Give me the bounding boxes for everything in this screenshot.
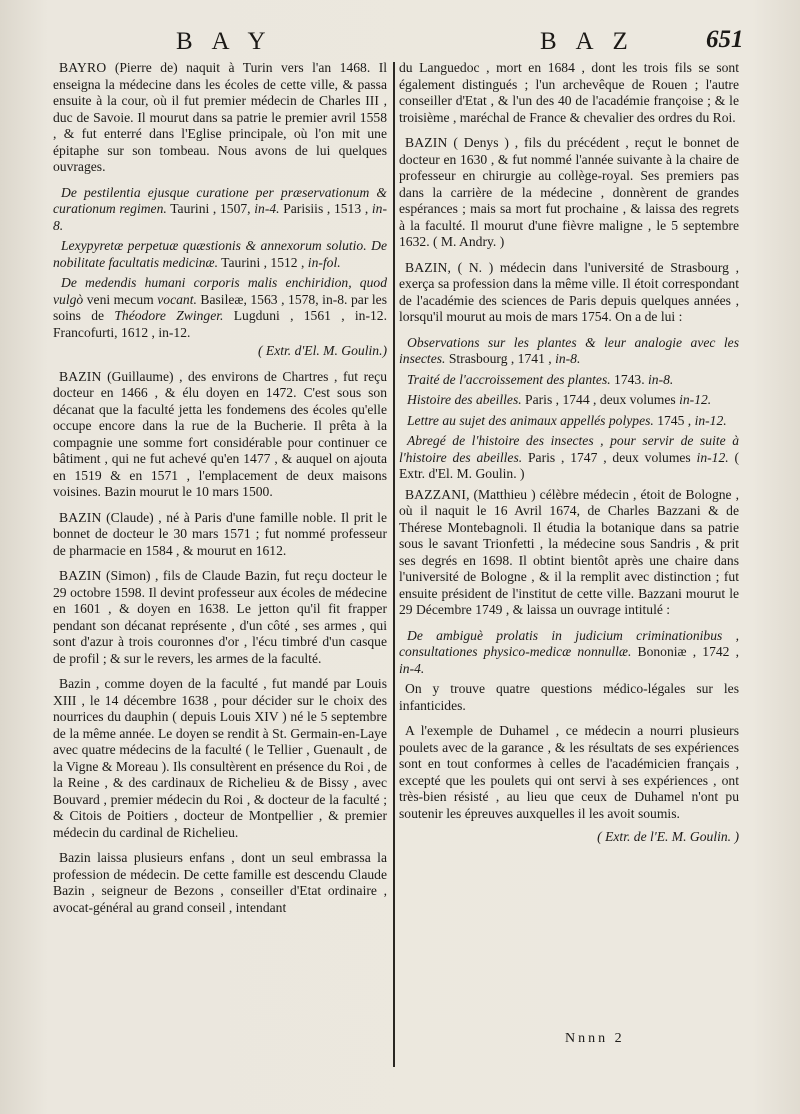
paragraph [399,723,739,822]
work-imprint: Paris , 1744 , deux volumes [521,392,680,407]
entry-text: (Pierre de) naquit à Turin vers l'an 1468. Il enseigna la médecine dans les écoles de cette ville, & passa ensuite à la cour, où il fut premier médecin de Charles III , duc de Savoie. Il mourut dans sa patrie le premier avril 1558 , & fut enterré dans l'Eglise principale, où l'on mit une épitaphe sur son tombeau. Nous avons de lui quelques ouvrages. [53,60,387,174]
work-format: in-8. [648,371,674,387]
running-head-left: B A Y [176,28,273,55]
source-credit [53,343,387,360]
right-column [399,60,739,855]
work-format: in-8. [555,351,581,366]
entry-bazin-n [399,260,739,326]
work-title: Traité de l'accroissement des plantes. [407,371,611,387]
entry-text: (Claude) , né à Paris d'une famille noble. Il prit le bonnet de docteur le 30 mars 1571 ; fut nommé professeur de pharmacie en 1584 , & mourut en 1612. [53,509,387,558]
page-number: 651 [706,26,744,53]
work-title: Histoire des abeilles. [407,392,522,407]
work-title: De ambiguè prolatis in judicium criminationibus , consultationes physico-medicæ nonnullæ. [399,627,739,659]
entry-headword: BAZIN [405,259,448,275]
work-imprint: Strasbourg , 1741 , [445,351,556,366]
work-title: Lexypyretæ perpetuæ quæstionis & annexorum solutio. De nobilitate facultatis medicinæ. [53,238,387,270]
paragraph [399,681,739,714]
work-editor: in-8. [53,201,387,233]
entry-headword: BAZIN [59,509,102,525]
work-format: in-4. [399,660,425,676]
work-imprint: Paris , 1747 , deux volumes [522,449,697,465]
paragraph [53,850,387,916]
work-format: in-12. [694,412,727,428]
bibliography-item [399,413,739,430]
bibliography-item [399,372,739,389]
entry-headword: BAZZANI [405,486,467,502]
entry-text: (Simon) , fils de Claude Bazin, fut reçu docteur le 29 octobre 1598. Il devint professeur aux écoles de médecine en 1601 , & doyen en 1638. Le jetton qu'il fit frapper pendant son décanat représente , d'un côté , ses armes , qui sont d'azur à trois couronnes d'or , l'écu timbré d'un casque de profil ; & sur le revers, les armes de la faculté. [53,568,387,666]
work-imprint: Taurini , 1507, [166,201,255,216]
work-imprint: veni mecum [83,291,158,307]
running-head-right: B A Z [540,28,635,55]
work-editor: Théodore Zwinger. [114,308,224,323]
work-imprint: Lugduni , 1561 , in-12. Francofurti, 1612 , in-12. [53,308,388,340]
work-imprint: ( Extr. d'El. M. Goulin. ) [399,449,739,481]
bibliography-item [53,185,387,235]
entry-bazin-claude [53,510,387,560]
column-divider [393,62,395,1067]
paragraph-text: A l'exemple de Duhamel , ce médecin a nourri plusieurs poulets avec de la garance , & les résultats de ses expériences sont en tout conformes à celles de l'académicien français , excepté que les poulets qui ont servi à ses expériences , ont très-bien résisté , au lieu que ceux de Duhamel n'ont pu soutenir les épreuves auxquelles il les avoit soumis. [399,723,739,821]
bibliography-item [399,335,739,368]
work-format: vocant. [157,291,197,307]
paragraph-text: du Languedoc , mort en 1684 , dont les trois fils se sont également distingués ; l'un archevêque de Rouen ; l'autre conseiller d'Etat , & l'un des 40 de l'académie françoise ; & le troisième , maréchal de France & chevalier des ordres du Roi. [399,60,739,125]
entry-bazin-guillaume [53,369,387,501]
work-imprint: 1743. [610,371,649,387]
work-format: in-fol. [307,254,341,270]
work-imprint: Bononiæ , 1742 , [631,644,739,659]
work-imprint: Parisiis , 1513 , [279,201,372,216]
work-title: Observations sur les plantes & leur analogie avec les insectes. [399,334,739,366]
entry-bazzani [399,487,739,619]
work-imprint: Taurini , 1512 , [218,254,308,270]
work-imprint: 1745 , [653,412,695,428]
entry-text: (Guillaume) , des environs de Chartres , fut reçu docteur en 1466 , & élu doyen en 1472. C'est sous son décanat que la faculté jetta les fondemens des écoles qu'elle occupe encore dans la rue de la Bucherie. Il prêta à la compagnie une somme fort considérable pour continuer ce bâtiment , qui ne fut achevé qu'en 1477 , & auquel on ajouta en 1519 & en 1571 , l'emplacement de deux maisons voisines. Bazin mourut le 10 mars 1500. [53,368,387,499]
credit-text: ( Extr. de l'E. M. Goulin. ) [597,829,739,844]
signature-mark: Nnnn 2 [565,1031,625,1046]
entry-headword: BAYRO [59,60,107,75]
paragraph [53,676,387,841]
entry-headword: BAZIN [59,568,102,583]
entry-headword: BAZIN [59,368,102,384]
running-head [0,28,800,58]
entry-bayro [53,60,387,176]
entry-bazin-denys [399,135,739,251]
credit-text: ( Extr. d'El. M. Goulin.) [257,343,387,358]
work-title: Lettre au sujet des animaux appellés polypes. [407,412,654,428]
work-imprint: Basileæ, 1563 , 1578, in-8. par les soins de [53,291,387,323]
entry-text: ( Denys ) , fils du précédent , reçut le bonnet de docteur en 1630 , & fut nommé l'année suivante à la chaire de professeur en chirurgie au collège-royal. Ses premiers pas dans la carrière de la médecine , donnèrent de grandes espérances ; mais sa mort fut prochaine , & laissa des regrets à la faculté. Il mourut d'une fièvre maligne , le 5 septembre 1632. ( M. Andry. ) [399,135,739,249]
bibliography-item [53,238,387,271]
paragraph [399,60,739,126]
paragraph-text: Bazin laissa plusieurs enfans , dont un seul embrassa la profession de médecin. De cette famille est descendu Claude Bazin , seigneur de Bezons , conseiller d'Etat ordinaire , avocat-général au grand conseil , intendant [53,850,387,915]
paragraph-text: Bazin , comme doyen de la faculté , fut mandé par Louis XIII , le 14 décembre 1638 , pour décider sur le choix des nourrices du dauphin ( depuis Louis XIV ) né le 5 septembre de la même année. Le doyen se rendit à St. Germain-en-Laye avec quatre médecins de la faculté ( le Tellier , Guenault , de la Vigne & Moreau ). Ils consultèrent en présence du Roi , de la Reine , & des cardinaux de Richelieu & de Bissy , avec Bouvard , premier médecin du Roi , & docteur de la faculté ; & Citois de Poitiers , docteur de Montpellier , & premier médecin du cardinal de Richelieu. [53,676,387,840]
work-format: in-12. [679,392,712,407]
paragraph-text: On y trouve quatre questions médico-légales sur les infanticides. [399,681,739,713]
entry-text: , (Matthieu ) célèbre médecin , étoit de Bologne , où il naquit le 16 Avril 1674, de Charles Bazzani & de Thérese Montebagnoli. Il étudia la botanique dans sa patrie sous le savant Trionfetti , la médecine sous Sandris , & prit ses degrés en 1698. Il obtint bientôt après une chaire dans l'université de Bologne , & il la remplit avec distinction ; fut ensuite président de l'institut de cette ville. Bazzani mourut le 29 Décembre 1749 , & laissa un ouvrage intitulé : [399,486,739,617]
bibliography-item [399,628,739,678]
bibliography-item [53,275,387,341]
source-credit [399,829,739,846]
work-format: in-12. [696,449,729,465]
work-format: in-4. [254,201,280,216]
work-title: De pestilentia ejusque curatione per præservationum & curationum regimen. [53,184,387,216]
bibliography-item [399,392,739,409]
entry-text: , ( N. ) médecin dans l'université de Strasbourg , exerça sa profession dans la même ville. Il étoit correspondant de l'académie des sciences de Paris depuis quelques années , lorsqu'il mourut au mois de mars 1754. On a de lui : [399,259,739,324]
entry-headword: BAZIN [405,135,448,150]
bibliography-item [399,433,739,483]
work-title: Abregé de l'histoire des insectes , pour servir de suite à l'histoire des abeilles. [399,433,739,465]
work-title: De medendis humani corporis malis enchiridion, quod vulgò [53,275,387,307]
left-column [53,60,387,925]
entry-bazin-simon [53,568,387,667]
